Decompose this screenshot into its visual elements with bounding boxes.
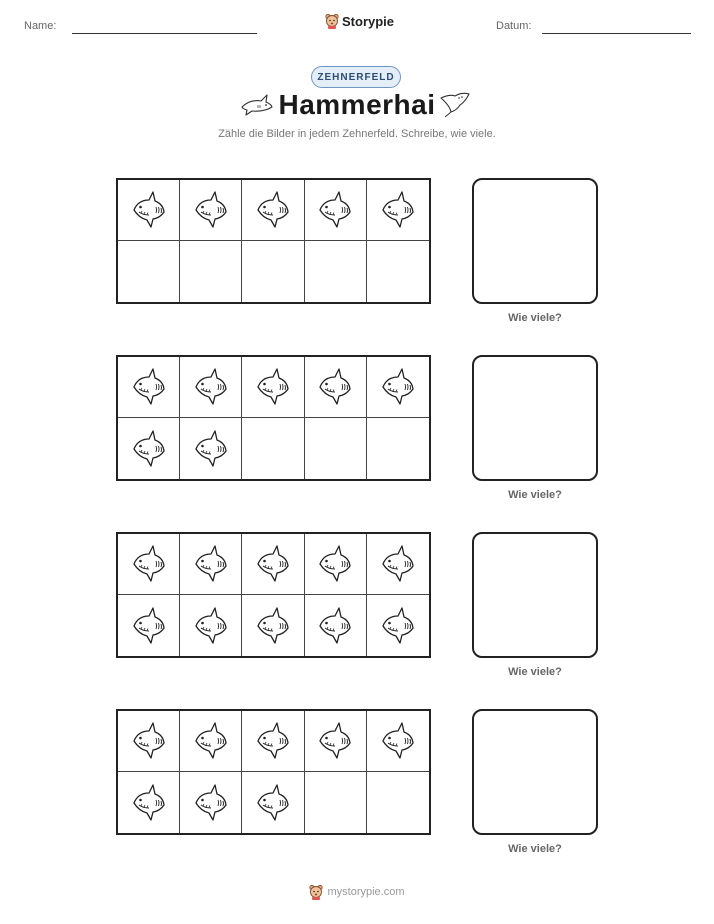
footer-url: mystorypie.com bbox=[327, 886, 405, 898]
shark-icon bbox=[376, 604, 420, 648]
shark-icon bbox=[189, 719, 233, 763]
ten-frame-cell bbox=[367, 418, 429, 479]
ten-frame-cell bbox=[180, 534, 242, 595]
shark-icon bbox=[251, 781, 295, 825]
answer-box-3[interactable] bbox=[472, 532, 598, 658]
ten-frame-cell bbox=[305, 772, 367, 833]
instructions: Zähle die Bilder in jedem Zehnerfeld. Schreibe, wie viele. bbox=[218, 128, 496, 140]
bear-logo-icon bbox=[309, 884, 323, 900]
answer-box-4[interactable] bbox=[472, 709, 598, 835]
ten-frame-cell bbox=[118, 180, 180, 241]
ten-frame-cell bbox=[367, 180, 429, 241]
shark-icon bbox=[127, 604, 171, 648]
name-line[interactable] bbox=[72, 33, 257, 34]
shark-icon bbox=[251, 542, 295, 586]
ten-frame-cell bbox=[367, 241, 429, 302]
ten-frame-cell bbox=[305, 418, 367, 479]
ten-frame-cell bbox=[242, 534, 304, 595]
ten-frame-cell bbox=[118, 241, 180, 302]
shark-icon bbox=[376, 542, 420, 586]
shark-icon bbox=[127, 719, 171, 763]
topic-badge: ZEHNERFELD bbox=[311, 66, 401, 88]
storypie-logo bbox=[325, 13, 394, 29]
answer-label-4: Wie viele? bbox=[508, 843, 562, 855]
bear-logo-icon bbox=[325, 13, 339, 29]
shark-icon bbox=[376, 719, 420, 763]
ten-frame-cell bbox=[118, 357, 180, 418]
ten-frame-1 bbox=[116, 178, 431, 304]
ten-frame-cell bbox=[180, 180, 242, 241]
date-label: Datum: bbox=[496, 20, 532, 32]
ten-frame-cell bbox=[242, 772, 304, 833]
shark-icon bbox=[313, 365, 357, 409]
shark-icon bbox=[313, 188, 357, 232]
shark-icon bbox=[313, 542, 357, 586]
ten-frame-3 bbox=[116, 532, 431, 658]
answer-label-2: Wie viele? bbox=[508, 489, 562, 501]
ten-frame-cell bbox=[118, 418, 180, 479]
ten-frame-cell bbox=[242, 595, 304, 656]
answer-box-1[interactable] bbox=[472, 178, 598, 304]
ten-frame-cell bbox=[180, 595, 242, 656]
ten-frame-2 bbox=[116, 355, 431, 481]
shark-icon bbox=[251, 719, 295, 763]
footer bbox=[0, 884, 714, 900]
ten-frame-cell bbox=[180, 772, 242, 833]
ten-frame-cell bbox=[305, 534, 367, 595]
logo-text: Storypie bbox=[342, 13, 395, 29]
ten-frame-cell bbox=[367, 534, 429, 595]
ten-frame-cell bbox=[367, 772, 429, 833]
shark-icon bbox=[127, 365, 171, 409]
ten-frame-cell bbox=[367, 711, 429, 772]
ten-frame-cell bbox=[305, 180, 367, 241]
ten-frame-cell bbox=[180, 418, 242, 479]
shark-icon bbox=[313, 604, 357, 648]
ten-frame-cell bbox=[305, 357, 367, 418]
ten-frame-cell bbox=[367, 595, 429, 656]
ten-frame-cell bbox=[118, 534, 180, 595]
stingray-icon bbox=[438, 90, 472, 118]
shark-icon bbox=[313, 719, 357, 763]
ten-frame-cell bbox=[242, 180, 304, 241]
shark-icon bbox=[189, 427, 233, 471]
ten-frame-cell bbox=[180, 241, 242, 302]
answer-box-2[interactable] bbox=[472, 355, 598, 481]
shark-icon bbox=[189, 365, 233, 409]
ten-frame-cell bbox=[118, 711, 180, 772]
shark-icon bbox=[376, 365, 420, 409]
answer-label-3: Wie viele? bbox=[508, 666, 562, 678]
ten-frame-cell bbox=[242, 357, 304, 418]
shark-icon bbox=[189, 542, 233, 586]
shark-icon bbox=[189, 781, 233, 825]
ten-frame-cell bbox=[242, 418, 304, 479]
shark-icon bbox=[127, 542, 171, 586]
answer-label-1: Wie viele? bbox=[508, 312, 562, 324]
shark-icon bbox=[376, 188, 420, 232]
shark-icon bbox=[127, 427, 171, 471]
ten-frame-cell bbox=[242, 241, 304, 302]
page-title: Hammerhai bbox=[278, 89, 436, 120]
ten-frame-cell bbox=[305, 711, 367, 772]
ten-frame-cell bbox=[118, 772, 180, 833]
shark-icon bbox=[127, 188, 171, 232]
ten-frame-cell bbox=[242, 711, 304, 772]
ten-frame-cell bbox=[367, 357, 429, 418]
ten-frame-cell bbox=[180, 711, 242, 772]
ten-frame-4 bbox=[116, 709, 431, 835]
ten-frame-cell bbox=[118, 595, 180, 656]
ten-frame-cell bbox=[305, 595, 367, 656]
shark-icon bbox=[251, 365, 295, 409]
ten-frame-cell bbox=[180, 357, 242, 418]
shark-icon bbox=[189, 604, 233, 648]
shark-icon bbox=[189, 188, 233, 232]
shark-icon bbox=[251, 604, 295, 648]
ten-frame-cell bbox=[305, 241, 367, 302]
shark-icon bbox=[127, 781, 171, 825]
name-label: Name: bbox=[24, 20, 57, 32]
date-line[interactable] bbox=[542, 33, 691, 34]
shark-icon bbox=[251, 188, 295, 232]
